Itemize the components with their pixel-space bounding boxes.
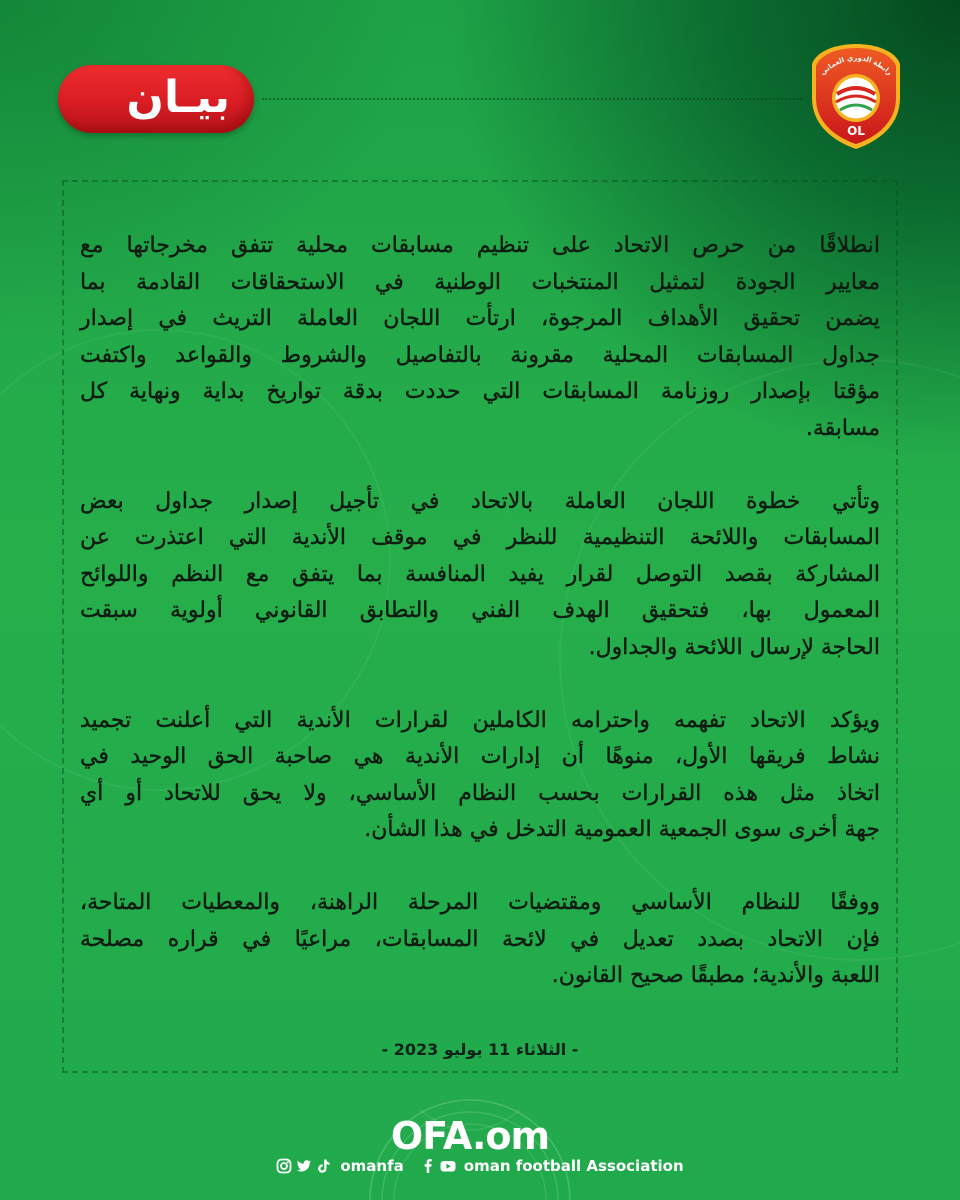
statement-line: انطلاقًا من حرص الاتحاد على تنظيم مسابقات محلية تتفق مخرجاتها مع bbox=[80, 233, 880, 258]
youtube-icon bbox=[440, 1158, 456, 1174]
twitter-icon bbox=[296, 1158, 312, 1174]
statement-line: المسابقات واللائحة التنظيمية للنظر في موقف الأندية التي اعتذرت عن bbox=[80, 525, 880, 550]
statement-line: مؤقتا بإصدار روزنامة المسابقات التي حددت بدقة تواريخ بداية ونهاية كل bbox=[80, 379, 880, 404]
organization-name: oman football Association bbox=[463, 1157, 684, 1175]
statement-paragraph bbox=[80, 885, 880, 995]
statement-paragraph bbox=[80, 484, 880, 667]
statement-line: اتخاذ مثل هذه القرارات بحسب النظام الأساسي، ولا يحق للاتحاد أو أي bbox=[80, 780, 880, 806]
statement-line: جداول المسابقات المحلية مقرونة بالتفاصيل والشروط والقواعد واكتفت bbox=[80, 342, 880, 368]
header-dotted-divider bbox=[262, 98, 802, 100]
social-handle: omanfa bbox=[340, 1157, 404, 1175]
statement-line: المعمول بها، فتحقيق الهدف الفني والتطابق القانوني أولوية سبقت bbox=[80, 598, 880, 623]
statement-line: نشاط فريقها الأول، منوهًا أن إدارات الأندية هي صاحبة الحق الوحيد في bbox=[80, 744, 880, 769]
statement-paragraph bbox=[80, 703, 880, 849]
facebook-icon bbox=[420, 1158, 436, 1174]
league-logo bbox=[810, 42, 902, 150]
statement-line: ووفقًا للنظام الأساسي ومقتضيات المرحلة الراهنة، والمعطيات المتاحة، bbox=[80, 890, 880, 915]
statement-line: يضمن تحقيق الأهداف المرجوة، ارتأت اللجان العاملة التريث في إصدار bbox=[80, 306, 880, 331]
statement-line: المشاركة بقصد التوصل لقرار يفيد المنافسة بما يتفق مع النظم واللوائح bbox=[80, 561, 880, 587]
statement-line: مسابقة. bbox=[805, 415, 880, 441]
statement-paragraph bbox=[80, 228, 880, 447]
social-footer bbox=[0, 1155, 960, 1177]
statement-line: ويؤكد الاتحاد تفهمه واحترامه الكاملين لقرارات الأندية التي أعلنت تجميد bbox=[80, 707, 880, 733]
statement-title-badge bbox=[58, 65, 254, 133]
statement-date: - الثلاثاء 11 يوليو 2023 - bbox=[381, 1040, 579, 1059]
statement-line: اللعبة والأندية؛ مطبقًا صحيح القانون. bbox=[551, 963, 880, 988]
statement-line: معايير الجودة لتمثيل المنتخبات الوطنية في الاستحقاقات القادمة بما bbox=[80, 269, 880, 295]
logo-mark-text: OL bbox=[847, 124, 865, 138]
statement-title: بيـان bbox=[126, 72, 230, 123]
statement-line: وتأتي خطوة اللجان العاملة بالاتحاد في تأجيل إصدار جداول بعض bbox=[80, 488, 880, 514]
website-address: OFA.om bbox=[390, 1114, 550, 1158]
tiktok-icon bbox=[316, 1158, 332, 1174]
logo-arabic-name: رابطة الدوري العماني bbox=[818, 53, 894, 77]
statement-line: الحاجة لإرسال اللائحة والجداول. bbox=[588, 634, 880, 660]
statement-line: جهة أخرى سوى الجمعية العمومية التدخل في هذا الشأن. bbox=[364, 817, 880, 842]
instagram-icon bbox=[276, 1158, 292, 1174]
statement-body bbox=[80, 228, 880, 1031]
statement-line: فإن الاتحاد بصدد تعديل في لائحة المسابقات، مراعيًا في قراره مصلحة bbox=[80, 926, 880, 952]
